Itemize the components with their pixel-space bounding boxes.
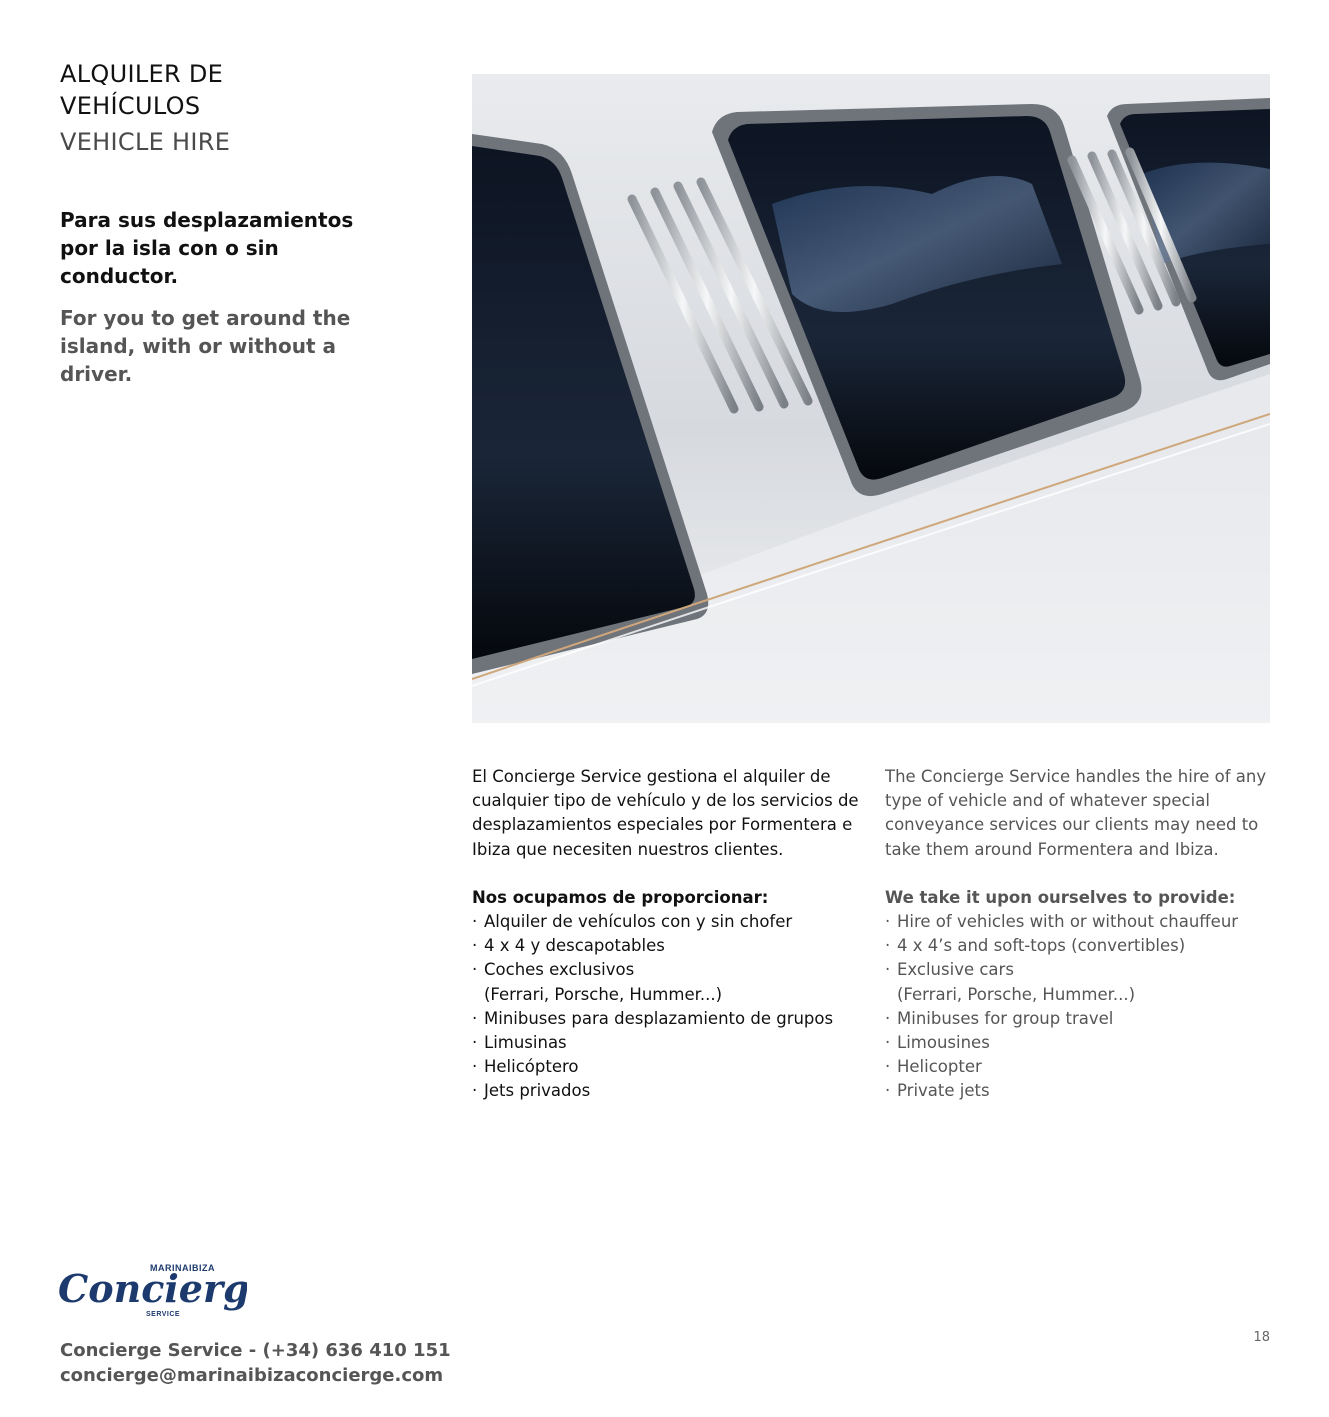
list-heading-en: We take it upon ourselves to provide: [885,887,1236,907]
logo-top-text: MARINAIBIZA [150,1263,215,1273]
services-list-es [472,910,862,1104]
list-item-note: (Ferrari, Porsche, Hummer...) [484,984,723,1004]
list-heading-es: Nos ocupamos de proporcionar: [472,887,769,907]
list-item: · Jets privados [472,1079,862,1103]
list-item: · Private jets [885,1079,1275,1103]
contact-phone: Concierge Service - (+34) 636 410 151 [60,1340,451,1361]
list-item: · Limusinas [472,1031,862,1055]
list-item-note: (Ferrari, Porsche, Hummer...) [897,984,1136,1004]
contact-email: concierge@marinaibizaconcierge.com [60,1365,444,1386]
page-title-es [60,58,400,122]
list-item [472,958,862,1006]
body-paragraph-en: The Concierge Service handles the hire of any type of vehicle and of whatever special conveyance services our clients may need to take them around Formentera and Ibiza. [885,767,1267,859]
list-item: · 4 x 4 y descapotables [472,934,862,958]
body-paragraph-es: El Concierge Service gestiona el alquiler de cualquier tipo de vehículo y de los servicios de desplazamientos especiales por Formentera e Ibiza que necesiten nuestros clientes. [472,767,859,859]
list-item-label: Exclusive cars [897,960,1014,980]
limousine-photo [472,74,1270,723]
title-es-line2: VEHÍCULOS [60,92,201,120]
contact-block [60,1338,480,1388]
list-item: · Minibuses para desplazamiento de grupos [472,1007,862,1031]
body-column-en [885,765,1275,1104]
list-item: · Minibuses for group travel [885,1007,1275,1031]
concierge-logo [52,1256,247,1322]
list-item-label: Coches exclusivos [484,960,635,980]
title-es-line1: ALQUILER DE [60,60,224,88]
list-item [885,958,1275,1006]
list-item: · Limousines [885,1031,1275,1055]
list-item: · 4 x 4’s and soft-tops (convertibles) [885,934,1275,958]
intro-es: Para sus desplazamientos por la isla con o sin conductor. [60,208,354,288]
page-number: 18 [1253,1330,1270,1345]
list-item: · Hire of vehicles with or without chauffeur [885,910,1275,934]
logo-bottom-text: SERVICE [146,1311,181,1318]
intro-en: For you to get around the island, with or without a driver. [60,306,351,386]
list-item: · Helicopter [885,1055,1275,1079]
page-title-en: VEHICLE HIRE [60,128,231,156]
logo-main-text: Concierg [58,1266,247,1311]
services-list-en [885,910,1275,1104]
body-column-es [472,765,862,1104]
list-item: · Alquiler de vehículos con y sin chofer [472,910,862,934]
list-item: · Helicóptero [472,1055,862,1079]
